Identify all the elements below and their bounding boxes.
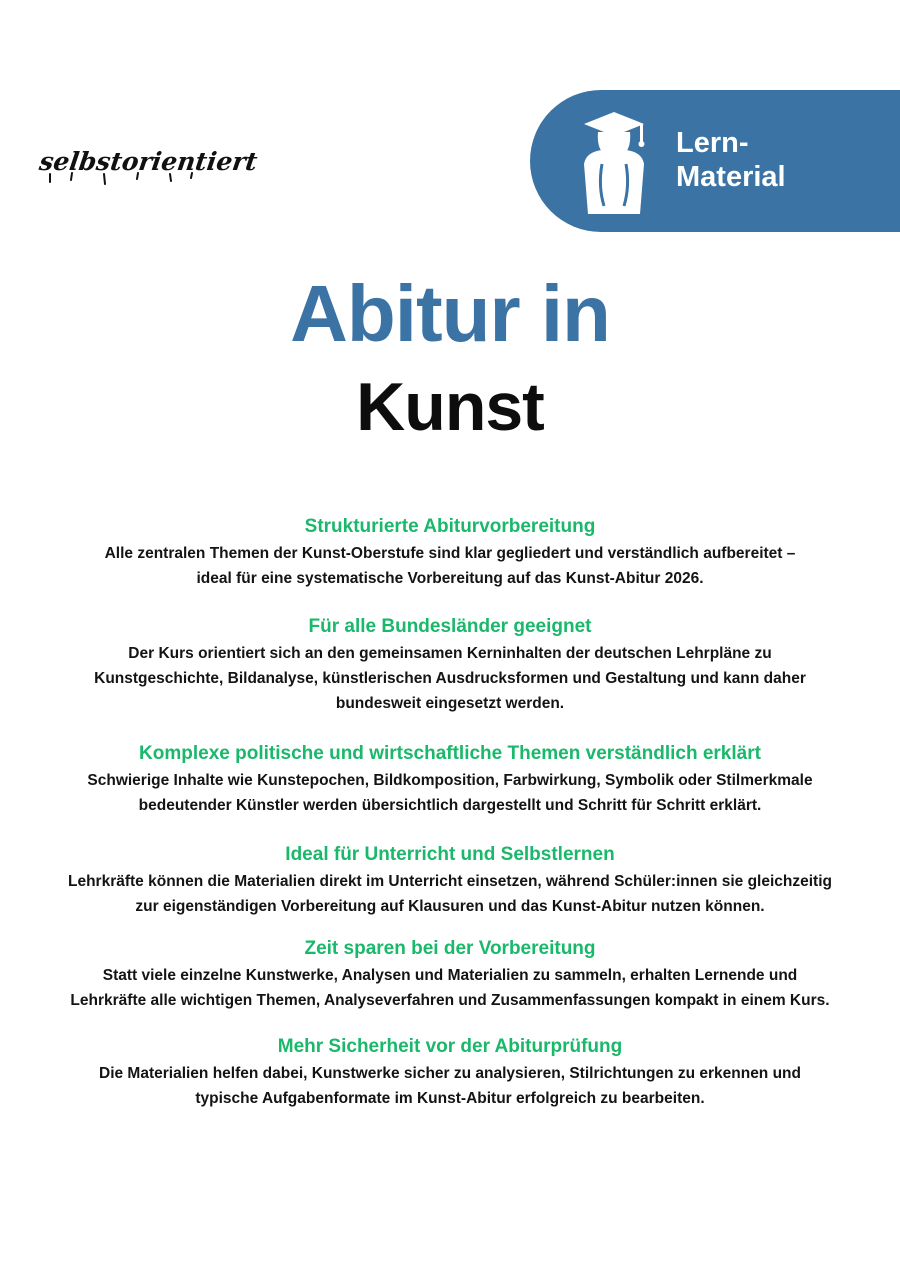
lern-material-badge [530,90,900,232]
feature-text-line: Lehrkräfte alle wichtigen Themen, Analyseverfahren und Zusammenfassungen kompakt in einem Kurs. [70,992,830,1009]
feature-heading: Mehr Sicherheit vor der Abiturprüfung [277,1036,623,1057]
feature-text-line: zur eigenständigen Vorbereitung auf Klausuren und das Kunst-Abitur nutzen können. [135,898,765,915]
page-title-line2: Kunst [356,369,544,445]
feature-text-line: ideal für eine systematische Vorbereitung auf das Kunst-Abitur 2026. [196,570,704,587]
feature-text [20,1061,880,1111]
feature-heading: Komplexe politische und wirtschaftliche Themen verständlich erklärt [139,743,761,764]
feature-heading: Für alle Bundesländer geeignet [308,616,592,637]
feature-text-line: Alle zentralen Themen der Kunst-Oberstufe sind klar gegliedert und verständlich aufbereitet – [104,545,796,562]
feature-heading: Zeit sparen bei der Vorbereitung [304,938,596,959]
feature-section [20,935,880,1013]
feature-text [20,869,880,919]
feature-text-line: bundesweit eingesetzt werden. [335,695,565,712]
feature-section [20,1033,880,1111]
feature-list [20,513,880,1131]
feature-text [20,541,880,591]
badge-label-line1: Lern- [676,127,749,159]
badge-label [676,126,786,194]
feature-text-line: bedeutender Künstler werden übersichtlich dargestellt und Schritt für Schritt erklärt. [138,797,762,814]
brand-logo-text: selbstorientiert [37,146,260,176]
graduate-icon [578,106,650,218]
feature-heading: Strukturierte Abiturvorbereitung [304,516,596,537]
feature-section [20,613,880,716]
page-title-line1: Abitur in [290,269,610,358]
feature-text [20,768,880,818]
feature-text-line: Kunstgeschichte, Bildanalyse, künstlerischen Ausdrucksformen und Gestaltung und kann daher [94,670,806,687]
feature-heading: Ideal für Unterricht und Selbstlernen [285,844,615,865]
feature-section [20,513,880,591]
feature-section [20,841,880,919]
feature-text-line: typische Aufgabenformate im Kunst-Abitur erfolgreich zu bearbeiten. [195,1090,705,1107]
feature-text-line: Die Materialien helfen dabei, Kunstwerke sicher zu analysieren, Stilrichtungen zu erkennen und [99,1065,801,1082]
brand-logo [37,130,260,190]
feature-text [20,963,880,1013]
feature-section [20,740,880,818]
feature-text-line: Statt viele einzelne Kunstwerke, Analysen und Materialien zu sammeln, erhalten Lernende und [102,967,798,984]
feature-text [20,641,880,716]
badge-label-line2: Material [676,161,786,193]
feature-text-line: Schwierige Inhalte wie Kunstepochen, Bildkomposition, Farbwirkung, Symbolik oder Stilmerkmale [87,772,813,789]
brand-logo-wordmark [37,130,260,190]
feature-text-line: Der Kurs orientiert sich an den gemeinsamen Kerninhalten der deutschen Lehrpläne zu [128,645,772,662]
feature-text-line: Lehrkräfte können die Materialien direkt im Unterricht einsetzen, während Schüler:innen sie gleichzeitig [68,873,832,890]
